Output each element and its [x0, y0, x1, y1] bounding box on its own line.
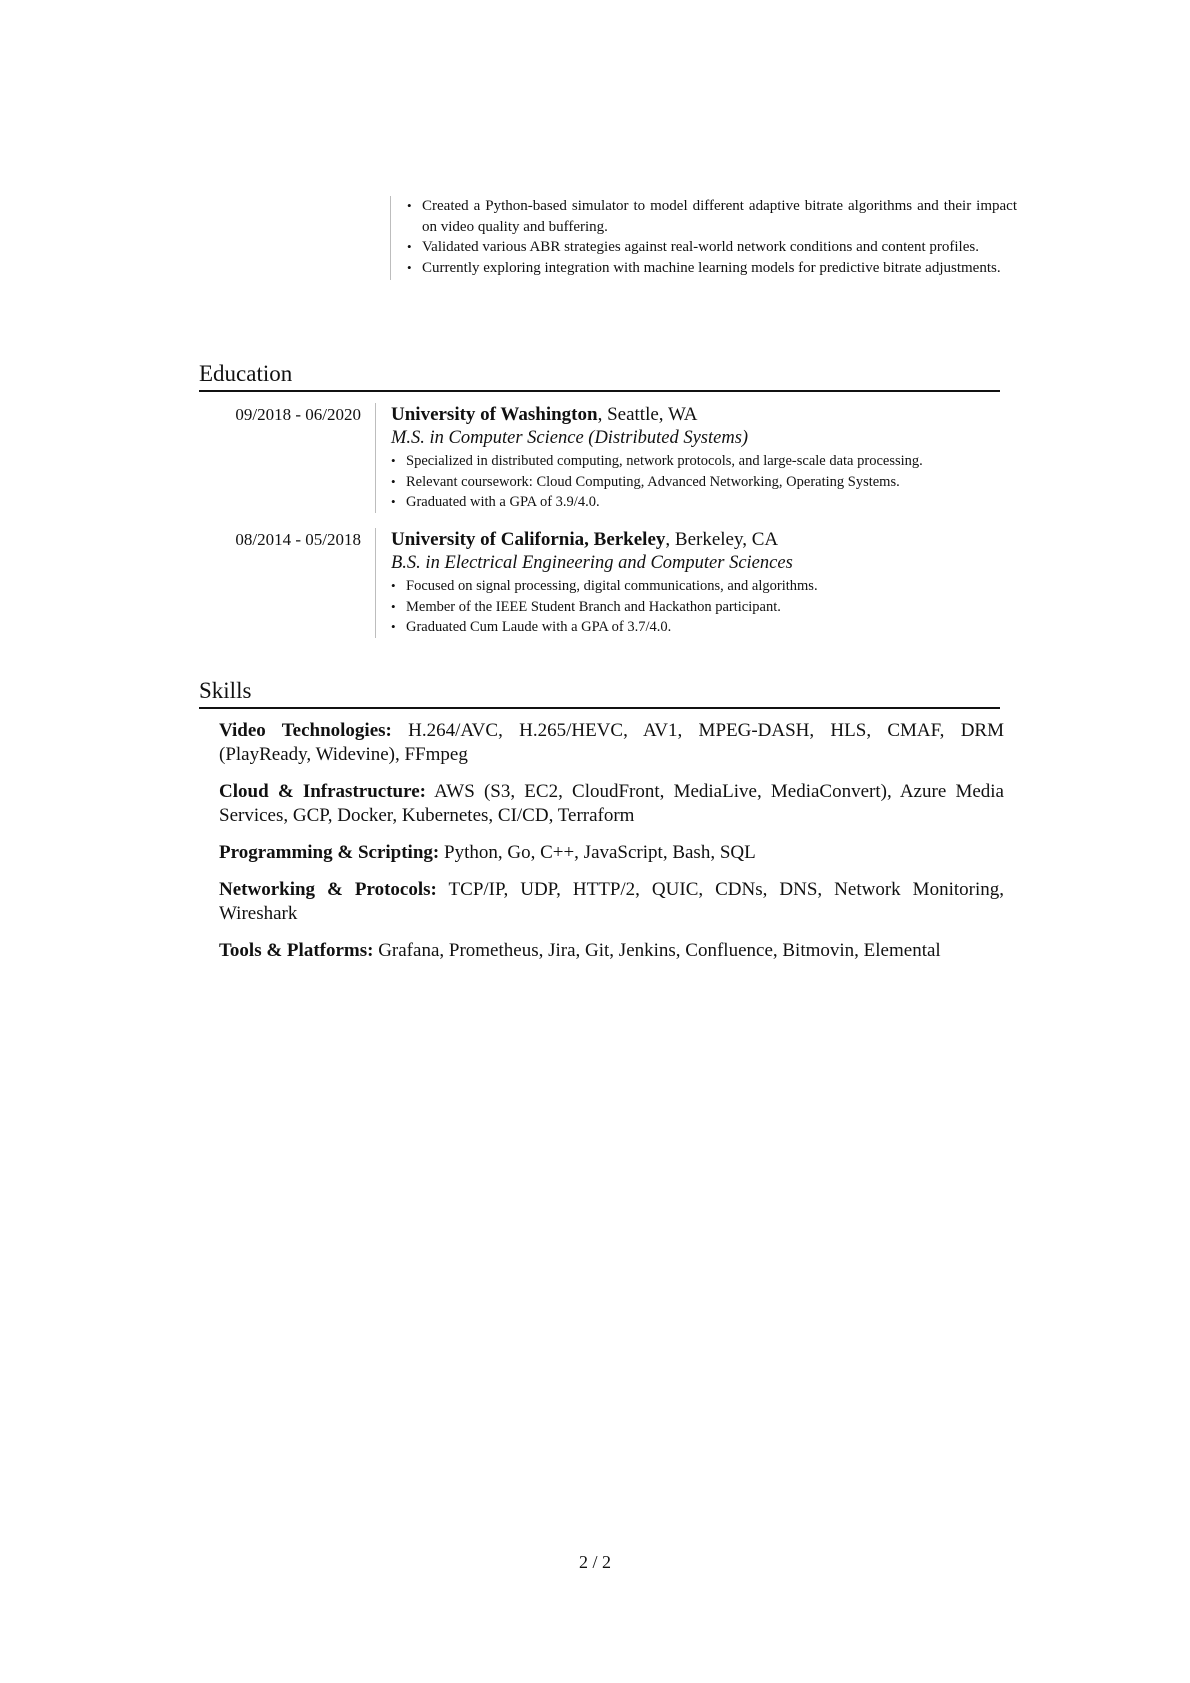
bullet-icon: • [407, 198, 412, 213]
list-item: • Specialized in distributed computing, network protocols, and large-scale data processing. [391, 451, 1004, 472]
list-item: • Focused on signal processing, digital communications, and algorithms. [391, 576, 1004, 597]
skill-category: Video Technologies: [219, 720, 392, 741]
list-item: • Relevant coursework: Cloud Computing, Advanced Networking, Operating Systems. [391, 472, 1004, 493]
skill-values: Python, Go, C++, JavaScript, Bash, SQL [439, 842, 756, 863]
skill-values: AWS (S3, EC2, CloudFront, MediaLive, MediaConvert), Azure Media Services, GCP, Docker, Kubernetes, CI/CD, Terraform [219, 781, 1004, 826]
bullet-icon: • [391, 598, 396, 614]
education-bullet-list [391, 576, 1004, 638]
institution-name: University of Washington [391, 404, 598, 425]
skill-values: H.264/AVC, H.265/HEVC, AV1, MPEG-DASH, HLS, CMAF, DRM (PlayReady, Widevine), FFmpeg [219, 720, 1004, 765]
education-entry [199, 403, 1004, 513]
education-details [375, 403, 1004, 513]
list-item: • Member of the IEEE Student Branch and Hackathon participant. [391, 597, 1004, 618]
bullet-icon: • [391, 473, 396, 489]
degree-title: B.S. in Electrical Engineering and Computer Sciences [391, 553, 793, 573]
list-item: • Created a Python-based simulator to model different adaptive bitrate algorithms and their impact on video quality and buffering. [407, 198, 1017, 235]
skill-row [219, 939, 1004, 963]
list-item: • Graduated with a GPA of 3.9/4.0. [391, 492, 1004, 513]
bullet-icon: • [407, 239, 412, 254]
project-continuation [390, 196, 1017, 280]
list-item: • Validated various ABR strategies against real-world network conditions and content profiles. [407, 237, 1017, 258]
skill-category: Programming & Scripting: [219, 842, 440, 863]
bullet-icon: • [391, 619, 396, 634]
education-dates: 08/2014 - 05/2018 [235, 530, 361, 549]
skill-row [219, 780, 1004, 828]
education-heading: Education [199, 360, 1000, 392]
page-number: 2 / 2 [578, 1552, 611, 1572]
education-bullet-list [391, 451, 1004, 513]
education-dates: 09/2018 - 06/2020 [235, 405, 361, 424]
skill-category: Cloud & Infrastructure: [219, 781, 426, 802]
institution-name: University of California, Berkeley [391, 529, 666, 550]
education-institution-line [391, 528, 1004, 552]
education-institution-line [391, 403, 1004, 427]
skills-list [219, 719, 1004, 976]
list-item: • Graduated Cum Laude with a GPA of 3.7/4.0. [391, 617, 1004, 638]
institution-location: , Berkeley, CA [665, 529, 779, 550]
list-item: • Currently exploring integration with machine learning models for predictive bitrate adjustments. [407, 258, 1017, 279]
education-details [375, 528, 1004, 638]
skills-heading: Skills [199, 677, 1000, 709]
skill-row [219, 719, 1004, 767]
bullet-icon: • [391, 494, 396, 509]
institution-location: , Seattle, WA [597, 404, 698, 425]
skill-values: TCP/IP, UDP, HTTP/2, QUIC, CDNs, DNS, Network Monitoring, Wireshark [219, 879, 1004, 924]
bullet-icon: • [407, 259, 412, 275]
bullet-icon: • [391, 578, 396, 593]
skill-values: Grafana, Prometheus, Jira, Git, Jenkins, Confluence, Bitmovin, Elemental [373, 940, 941, 961]
skill-category: Tools & Platforms: [219, 940, 374, 961]
degree-title: M.S. in Computer Science (Distributed Systems) [391, 428, 749, 448]
skill-row [219, 841, 1004, 865]
skill-category: Networking & Protocols: [219, 879, 437, 900]
education-entry [199, 528, 1004, 638]
bullet-icon: • [391, 453, 396, 468]
skill-row [219, 878, 1004, 926]
project-bullet-list [407, 196, 1017, 278]
